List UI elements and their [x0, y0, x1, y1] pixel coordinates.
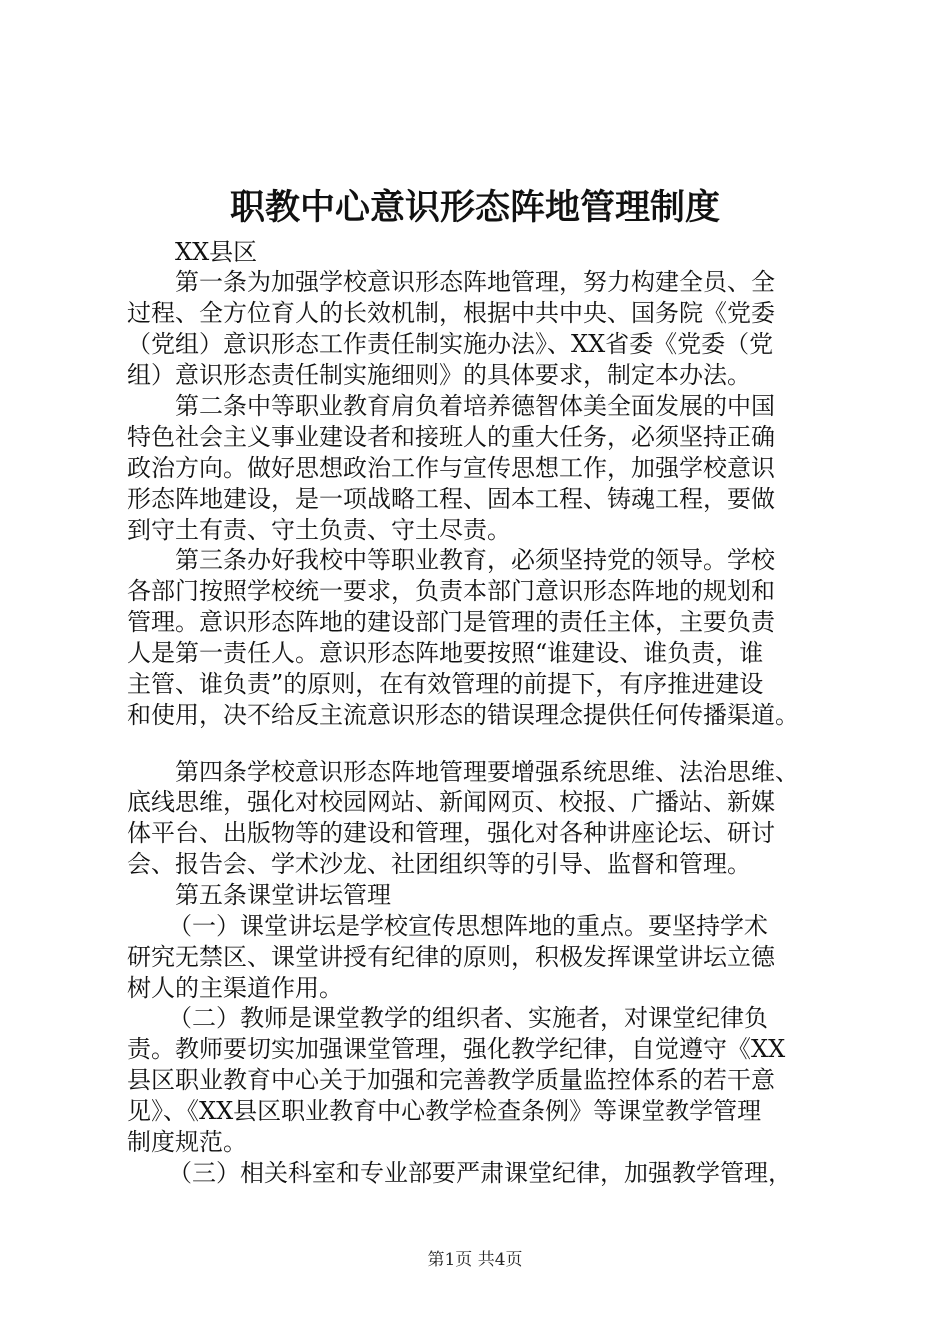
text-line: 第一条为加强学校意识形态阵地管理，努力构建全员、全	[175, 268, 775, 296]
text-line: 树人的主渠道作用。	[127, 974, 343, 1002]
text-line: 责。教师要切实加强课堂管理，强化教学纪律，自觉遵守《XX	[127, 1035, 786, 1063]
text-line: 县区职业教育中心关于加强和完善教学质量监控体系的若干意	[127, 1066, 775, 1094]
text-line: 人是第一责任人。意识形态阵地要按照“谁建设、谁负责，谁	[127, 639, 764, 667]
text-line: 第三条办好我校中等职业教育，必须坚持党的领导。学校	[175, 546, 775, 574]
text-line: 和使用，决不给反主流意识形态的错误理念提供任何传播渠道。	[127, 701, 799, 729]
text-line: 主管、谁负责”的原则，在有效管理的前提下，有序推进建设	[127, 670, 764, 698]
text-line: 研究无禁区、课堂讲授有纪律的原则，积极发挥课堂讲坛立德	[127, 943, 775, 971]
text-line: 过程、全方位育人的长效机制，根据中共中央、国务院《党委	[127, 299, 775, 327]
text-line: 底线思维，强化对校园网站、新闻网页、校报、广播站、新媒	[127, 788, 775, 816]
text-line: 特色社会主义事业建设者和接班人的重大任务，必须坚持正确	[127, 423, 775, 451]
text-line: 会、报告会、学术沙龙、社团组织等的引导、监督和管理。	[127, 850, 751, 878]
text-line: 到守土有责、守土负责、守土尽责。	[127, 516, 511, 544]
text-line: 形态阵地建设，是一项战略工程、固本工程、铸魂工程，要做	[127, 485, 775, 513]
text-line: 第四条学校意识形态阵地管理要增强系统思维、法治思维、	[175, 758, 799, 786]
text-line: （二）教师是课堂教学的组织者、实施者，对课堂纪律负	[168, 1004, 768, 1032]
text-line: 第二条中等职业教育肩负着培养德智体美全面发展的中国	[175, 392, 775, 420]
text-line: （党组）意识形态工作责任制实施办法》、XX省委《党委（党	[127, 330, 774, 358]
text-line: 管理。意识形态阵地的建设部门是管理的责任主体，主要负责	[127, 608, 775, 636]
text-line: 制度规范。	[127, 1128, 247, 1156]
text-line: 见》、《XX县区职业教育中心教学检查条例》等课堂教学管理	[127, 1097, 762, 1125]
page-footer: 第1页 共4页	[427, 1250, 523, 1270]
text-line: 体平台、出版物等的建设和管理，强化对各种讲座论坛、研讨	[127, 819, 775, 847]
text-line: XX县区	[175, 238, 258, 266]
text-line: 第五条课堂讲坛管理	[175, 881, 391, 909]
document-title: 职教中心意识形态阵地管理制度	[229, 187, 720, 228]
text-line: 政治方向。做好思想政治工作与宣传思想工作，加强学校意识	[127, 454, 775, 482]
text-line: 各部门按照学校统一要求，负责本部门意识形态阵地的规划和	[127, 577, 775, 605]
text-line: 组）意识形态责任制实施细则》的具体要求，制定本办法。	[127, 361, 751, 389]
text-line: （三）相关科室和专业部要严肃课堂纪律，加强教学管理，	[168, 1159, 792, 1187]
text-line: （一）课堂讲坛是学校宣传思想阵地的重点。要坚持学术	[168, 912, 768, 940]
